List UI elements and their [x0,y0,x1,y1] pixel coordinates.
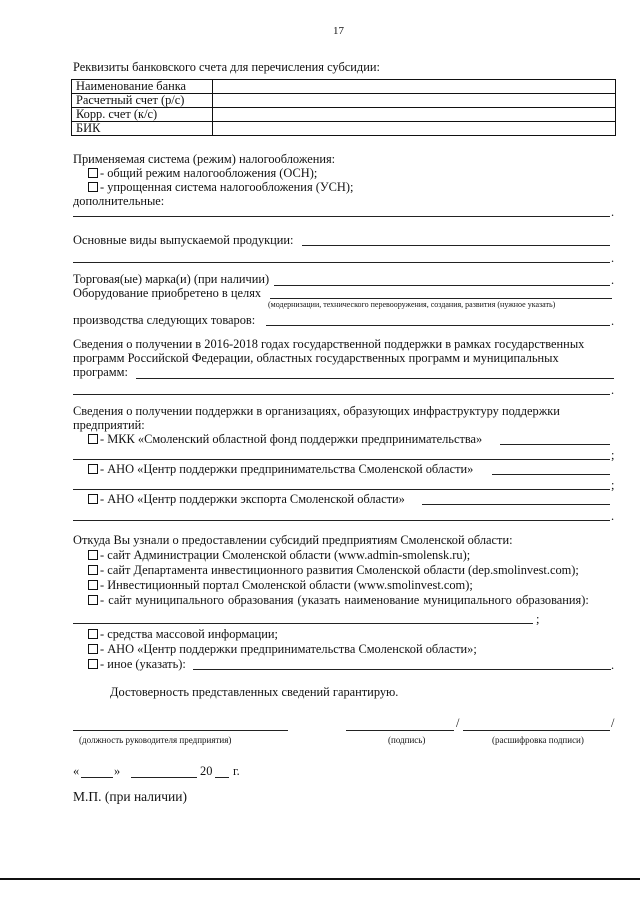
date-close-quote: » [114,764,121,778]
tax-option-osn-label: - общий режим налогообложения (ОСН); [100,166,318,180]
products-line-1[interactable] [302,245,610,246]
infra-option-mkk-label: - МКК «Смоленский областной фонд поддержки предпринимательства» [100,432,483,446]
source-municipal-line[interactable] [73,623,533,624]
state-support-input-1[interactable] [136,378,614,379]
checkbox-ano-business[interactable] [88,464,98,474]
source-option-municipal-label: - сайт муниципального образования (указать наименование муниципального образования): [100,593,589,607]
checkbox-admin-site[interactable] [88,550,98,560]
checkbox-other[interactable] [88,659,98,669]
source-municipal-semicolon: ; [536,612,540,626]
infra-ano-business-line-1[interactable] [492,474,610,475]
production-line[interactable] [266,325,610,326]
infra-ano-business-line-2[interactable] [73,489,610,490]
state-support-input-2[interactable] [73,394,610,395]
source-option-other-label: - иное (указать): [100,657,186,671]
corr-account-label: Корр. счет (к/с) [72,108,213,122]
infra-ano-business-semicolon: ; [611,478,615,492]
state-support-line-2: программ Российской Федерации, областных государственных программ и муниципальных [73,351,559,365]
state-support-line-1: Сведения о получении в 2016-2018 годах государственной поддержки в рамках государственных [73,337,585,351]
source-option-municipal [88,593,589,607]
checkbox-media[interactable] [88,629,98,639]
bank-table [71,79,616,136]
tax-additional-dot: . [611,205,615,219]
tax-option-usn-label: - упрощенная система налогообложения (УСН); [100,180,354,194]
source-option-dep [88,563,579,577]
corr-account-field[interactable] [213,108,616,122]
production-dot: . [611,314,615,328]
signature-slash-1: / [456,716,460,730]
source-option-portal-label: - Инвестиционный портал Смоленской области (www.smolinvest.com); [100,578,473,592]
infra-support-line-2: предприятий: [73,418,145,432]
trademark-label: Торговая(ые) марка(и) (при наличии) [73,272,270,286]
infra-option-ano-business-label: - АНО «Центр поддержки предпринимательства Смоленской области» [100,462,474,476]
tax-heading: Применяемая система (режим) налогообложения: [73,152,336,166]
bank-name-label: Наименование банка [72,80,213,94]
infra-ano-export-line-1[interactable] [422,504,610,505]
page-number: 17 [333,25,344,37]
source-option-media-label: - средства массовой информации; [100,627,278,641]
source-option-other [88,657,186,671]
checkbox-dep-site[interactable] [88,565,98,575]
signature-slash-2: / [611,716,615,730]
infra-support-line-1: Сведения о получении поддержки в организациях, образующих инфраструктуру поддержки [73,404,560,418]
decoding-caption: (расшифровка подписи) [492,735,584,745]
date-suffix: г. [233,764,240,778]
position-line[interactable] [73,730,288,731]
source-option-admin [88,548,470,562]
table-row [72,94,616,108]
date-day-line[interactable] [81,777,113,778]
infra-mkk-semicolon: ; [611,448,615,462]
tax-option-osn [88,166,317,180]
infra-option-ano-export [88,492,405,506]
guarantee-text: Достоверность представленных сведений гарантирую. [110,685,399,699]
source-option-media [88,627,278,641]
table-row [72,108,616,122]
source-option-dep-label: - сайт Департамента инвестиционного развития Смоленской области (dep.smolinvest.com); [100,563,579,577]
date-year-line[interactable] [215,777,229,778]
checkbox-ano-center[interactable] [88,644,98,654]
state-support-dot: . [611,383,615,397]
position-caption: (должность руководителя предприятия) [79,735,232,745]
date-year-prefix: 20 [200,764,213,778]
checkbox-invest-portal[interactable] [88,580,98,590]
bank-heading: Реквизиты банковского счета для перечисления субсидии: [73,60,380,74]
equipment-line[interactable] [270,298,612,299]
tax-option-usn [88,180,353,194]
bik-field[interactable] [213,122,616,136]
infra-ano-export-dot: . [611,509,615,523]
settlement-account-field[interactable] [213,94,616,108]
stamp-label: М.П. (при наличии) [73,789,187,804]
products-label: Основные виды выпускаемой продукции: [73,233,294,247]
signature-caption: (подпись) [388,735,426,745]
infra-mkk-line-1[interactable] [500,444,610,445]
signature-line[interactable] [346,730,454,731]
checkbox-municipal-site[interactable] [88,595,98,605]
infra-mkk-line-2[interactable] [73,459,610,460]
tax-additional-label: дополнительные: [73,194,165,208]
decoding-line[interactable] [463,730,610,731]
source-heading: Откуда Вы узнали о предоставлении субсидий предприятиям Смоленской области: [73,533,513,547]
date-open-quote: « [73,764,80,778]
tax-additional-line[interactable] [73,216,610,217]
source-option-ano [88,642,477,656]
bik-label: БИК [72,122,213,136]
checkbox-osn[interactable] [88,168,98,178]
source-other-dot: . [611,658,615,672]
source-other-line[interactable] [193,669,611,670]
infra-option-ano-export-label: - АНО «Центр поддержки экспорта Смоленской области» [100,492,405,506]
bank-name-field[interactable] [213,80,616,94]
infra-option-mkk [88,432,482,446]
checkbox-usn[interactable] [88,182,98,192]
trademark-line[interactable] [274,285,610,286]
infra-ano-export-line-2[interactable] [73,520,610,521]
state-support-line-3: программ: [73,365,128,379]
trademark-dot: . [611,273,615,287]
checkbox-mkk[interactable] [88,434,98,444]
source-option-portal [88,578,473,592]
products-line-2[interactable] [73,262,610,263]
table-row [72,122,616,136]
checkbox-ano-export[interactable] [88,494,98,504]
source-option-ano-label: - АНО «Центр поддержки предпринимательства Смоленской области»; [100,642,477,656]
source-option-admin-label: - сайт Администрации Смоленской области (www.admin-smolensk.ru); [100,548,471,562]
products-dot: . [611,251,615,265]
equipment-hint: (модернизации, технического перевооружения, создания, развития (нужное указать) [268,300,556,309]
table-row [72,80,616,94]
infra-option-ano-business [88,462,473,476]
production-label: производства следующих товаров: [73,313,256,327]
equipment-label: Оборудование приобретено в целях [73,286,262,300]
page-bottom-rule [0,878,640,880]
date-month-line[interactable] [131,777,197,778]
settlement-account-label: Расчетный счет (р/с) [72,94,213,108]
